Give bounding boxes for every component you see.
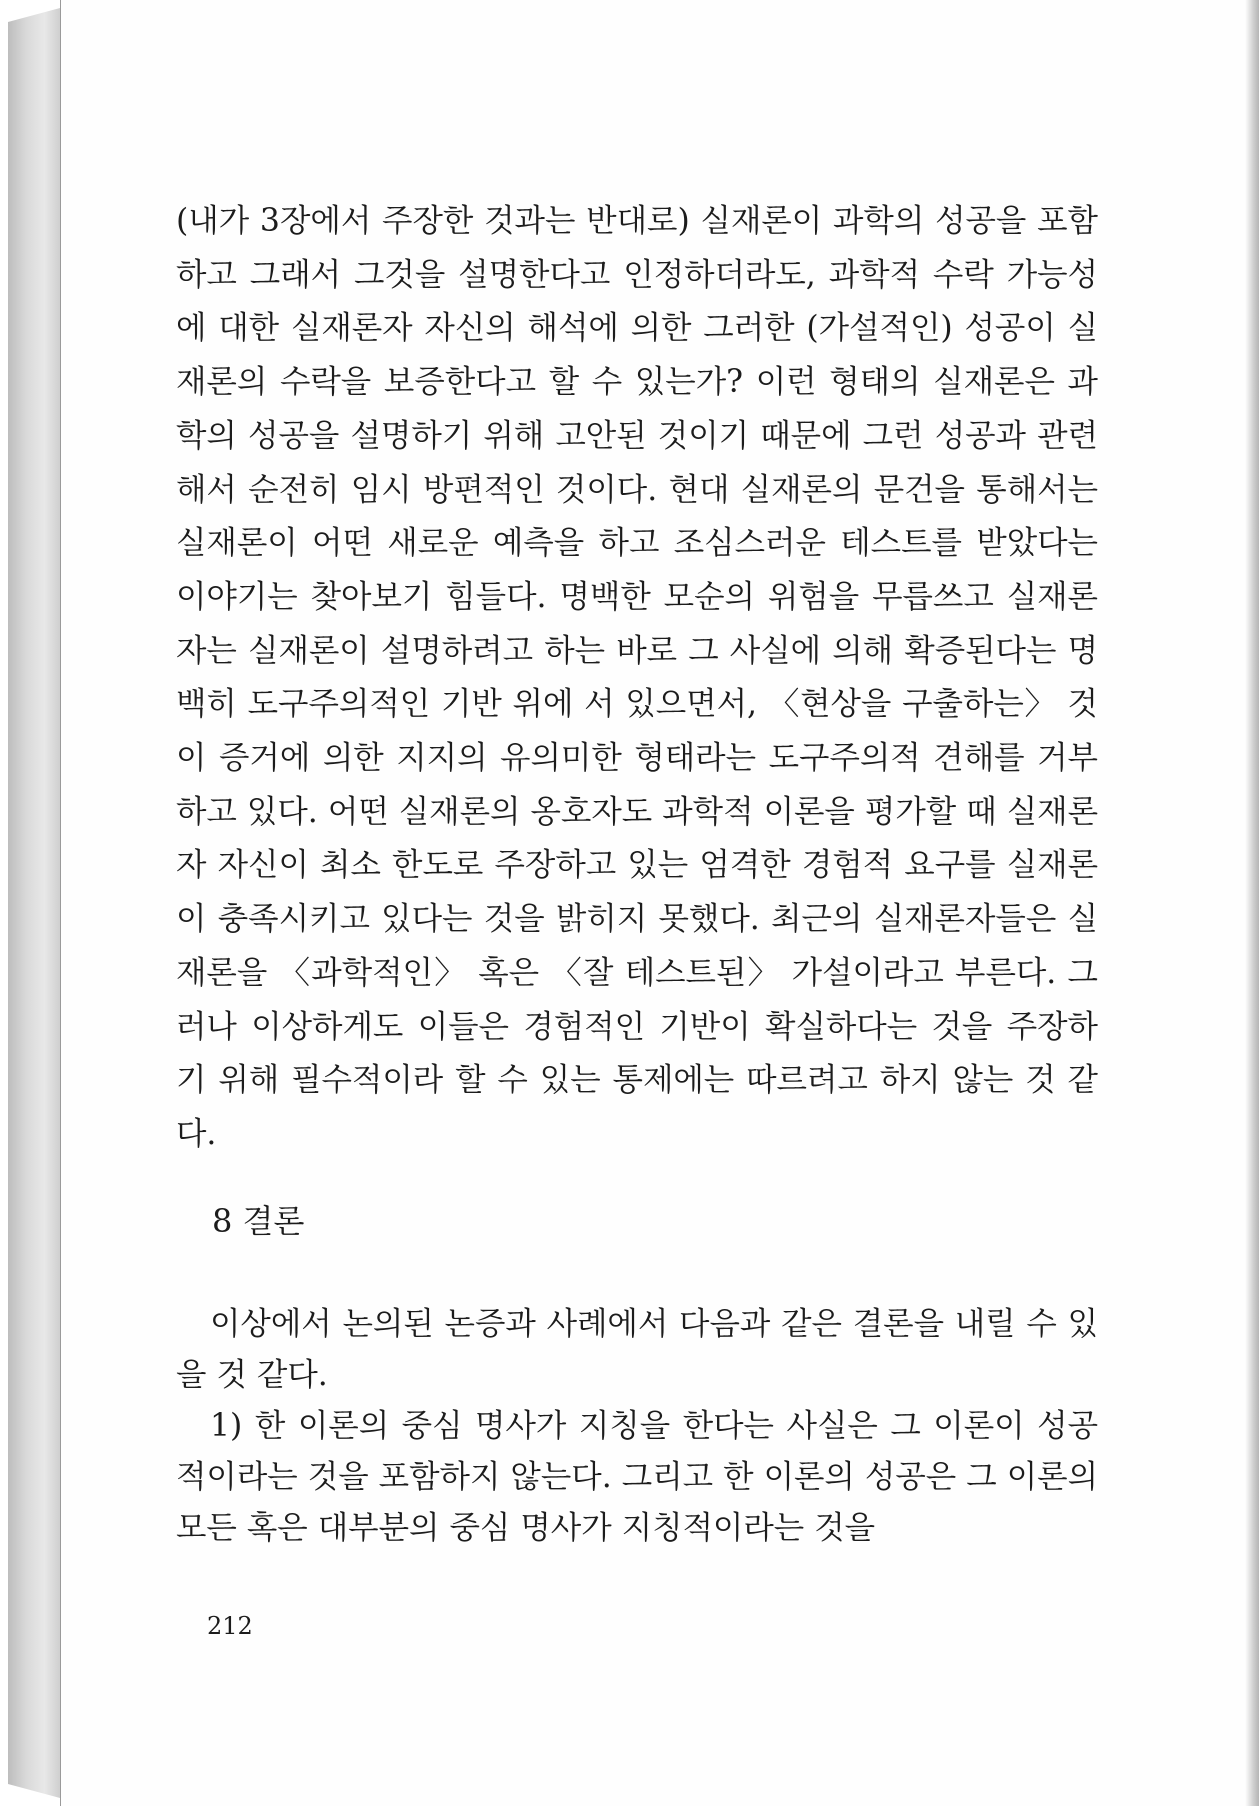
- body-paragraph: (내가 3장에서 주장한 것과는 반대로) 실재론이 과학의 성공을 포함하고 그래서 그것을 설명한다고 인정하더라도, 과학적 수락 가능성에 대한 실재론자 자신의 해석에 의한 그러한 (가설적인) 성공이 실재론의 수락을 보증한다고 할 수 있는가? 이런 형태의 실재론은 과학의 성공을 설명하기 위해 고안된 것이기 때문에 그런 성공과 관련해서 순전히 임시 방편적인 것이다. 현대 실재론의 문건을 통해서는 실재론이 어떤 새로운 예측을 하고 조심스러운 테스트를 받았다는 이야기는 찾아보기 힘들다. 명백한 모순의 위험을 무릅쓰고 실재론자는 실재론이 설명하려고 하는 바로 그 사실에 의해 확증된다는 명백히 도구주의적인 기반 위에 서 있으면서, 〈현상을 구출하는〉 것이 증거에 의한 지지의 유의미한 형태라는 도구주의적 견해를 거부하고 있다. 어떤 실재론의 옹호자도 과학적 이론을 평가할 때 실재론자 자신이 최소 한도로 주장하고 있는 엄격한 경험적 요구를 실재론이 충족시키고 있다는 것을 밝히지 못했다. 최근의 실재론자들은 실재론을 〈과학적인〉 혹은 〈잘 테스트된〉 가설이라고 부른다. 그러나 이상하게도 이들은 경험적인 기반이 확실하다는 것을 주장하기 위해 필수적이라 할 수 있는 통제에는 따르려고 하지 않는 것 같다.: [176, 203, 1098, 1152]
- page-number: 212: [207, 1612, 253, 1640]
- conclusion-point-1-paragraph: 1) 한 이론의 중심 명사가 지칭을 한다는 사실은 그 이론이 성공적이라는 것을 포함하지 않는다. 그리고 한 이론의 성공은 그 이론의 모든 혹은 대부분의 중심 명사가 지칭적이라는 것을: [176, 1408, 1098, 1546]
- book-spine: [8, 8, 60, 1798]
- section-heading: 8 결론: [212, 1202, 305, 1240]
- page-edge-shadow: [1245, 0, 1259, 1806]
- conclusion-intro-paragraph: 이상에서 논의된 논증과 사례에서 다음과 같은 결론을 내릴 수 있을 것 같다.: [176, 1306, 1098, 1393]
- conclusion-section: [176, 1299, 1098, 1554]
